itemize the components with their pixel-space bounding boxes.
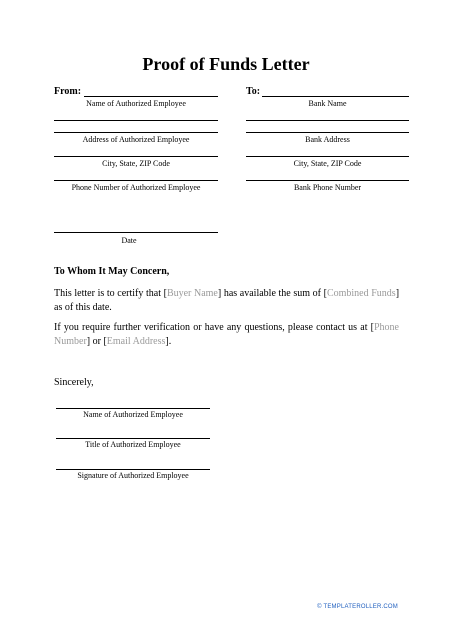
from-line-2b[interactable] bbox=[54, 132, 218, 133]
to-line-2b[interactable] bbox=[246, 132, 409, 133]
from-label: From: bbox=[54, 86, 82, 97]
to-line-4[interactable] bbox=[246, 180, 409, 181]
combined-funds-placeholder[interactable]: Combined Funds bbox=[326, 288, 396, 299]
date-caption: Date bbox=[121, 236, 137, 245]
p1-text-c: ] as of this date. bbox=[54, 288, 400, 313]
sig-caption-name: Name of Authorized Employee bbox=[83, 410, 183, 419]
to-label: To: bbox=[246, 86, 261, 97]
paragraph-certify bbox=[54, 287, 399, 315]
from-line-4[interactable] bbox=[54, 180, 218, 181]
from-caption-address: Address of Authorized Employee bbox=[82, 135, 190, 144]
from-caption-phone: Phone Number of Authorized Employee bbox=[71, 183, 201, 192]
sig-caption-title: Title of Authorized Employee bbox=[85, 440, 181, 449]
sig-line-name[interactable] bbox=[56, 408, 210, 409]
p2-text-c: ]. bbox=[165, 336, 172, 347]
to-line-3[interactable] bbox=[246, 156, 409, 157]
p2-text-a: If you require further verification or have any questions, please contact us at [ bbox=[54, 322, 374, 333]
document-title: Proof of Funds Letter bbox=[142, 54, 310, 74]
from-caption-name: Name of Authorized Employee bbox=[86, 99, 186, 108]
to-caption-bank-address: Bank Address bbox=[305, 135, 350, 144]
email-address-placeholder[interactable]: Email Address bbox=[106, 336, 166, 347]
to-caption-city: City, State, ZIP Code bbox=[293, 159, 362, 168]
date-line[interactable] bbox=[54, 232, 218, 233]
closing: Sincerely, bbox=[54, 377, 94, 388]
from-line-1[interactable] bbox=[84, 96, 218, 97]
salutation: To Whom It May Concern, bbox=[54, 266, 170, 277]
sig-line-title[interactable] bbox=[56, 438, 210, 439]
phone-number-placeholder[interactable]: Phone Number bbox=[54, 322, 399, 347]
to-caption-bank-phone: Bank Phone Number bbox=[293, 183, 362, 192]
p2-text-b: ] or [ bbox=[86, 336, 107, 347]
footer-link[interactable]: © TEMPLATEROLLER.COM bbox=[317, 604, 398, 610]
from-line-2a[interactable] bbox=[54, 120, 218, 121]
to-line-1[interactable] bbox=[262, 96, 409, 97]
from-line-3[interactable] bbox=[54, 156, 218, 157]
paragraph-contact bbox=[54, 321, 399, 349]
to-line-2a[interactable] bbox=[246, 120, 409, 121]
sig-line-signature[interactable] bbox=[56, 469, 210, 470]
to-caption-bank-name: Bank Name bbox=[308, 99, 347, 108]
p1-text-a: This letter is to certify that [ bbox=[54, 288, 167, 299]
buyer-name-placeholder[interactable]: Buyer Name bbox=[166, 288, 218, 299]
sig-caption-signature: Signature of Authorized Employee bbox=[77, 471, 189, 480]
from-caption-city: City, State, ZIP Code bbox=[102, 159, 170, 168]
p1-text-b: ] has available the sum of [ bbox=[217, 288, 327, 299]
